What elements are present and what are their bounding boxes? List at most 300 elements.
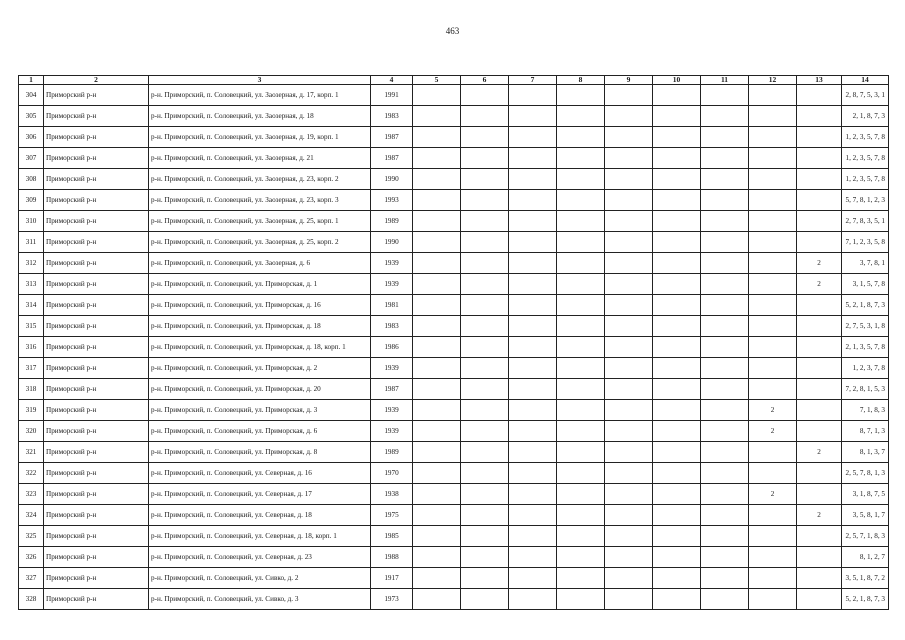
table-row: [19, 421, 889, 442]
year-cell: 1989: [371, 211, 413, 232]
col10-cell: [653, 463, 701, 484]
col6-cell: [461, 148, 509, 169]
col14-cell: 2, 7, 5, 3, 1, 8: [842, 316, 889, 337]
year-cell: 1939: [371, 358, 413, 379]
col11-cell: [701, 232, 749, 253]
col14-cell: 3, 5, 8, 1, 7: [842, 505, 889, 526]
address-cell: р-н. Приморский, п. Соловецкий, ул. Заозерная, д. 17, корп. 1: [149, 85, 371, 106]
col13-cell: [797, 190, 842, 211]
col11-cell: [701, 190, 749, 211]
year-cell: 1990: [371, 232, 413, 253]
col7-cell: [509, 295, 557, 316]
district-cell: Приморский р-н: [44, 295, 149, 316]
col14-cell: 2, 5, 7, 1, 8, 3: [842, 526, 889, 547]
col6-cell: [461, 211, 509, 232]
address-cell: р-н. Приморский, п. Соловецкий, ул. Приморская, д. 16: [149, 295, 371, 316]
col5-cell: [413, 589, 461, 610]
col14-cell: 2, 8, 7, 5, 3, 1: [842, 85, 889, 106]
col12-cell: [749, 442, 797, 463]
col8-cell: [557, 547, 605, 568]
col5-cell: [413, 274, 461, 295]
table-row: [19, 316, 889, 337]
col12-cell: [749, 106, 797, 127]
col5-cell: [413, 463, 461, 484]
col5-cell: [413, 400, 461, 421]
table-row: [19, 358, 889, 379]
col5-cell: [413, 190, 461, 211]
col6-cell: [461, 463, 509, 484]
year-cell: 1939: [371, 400, 413, 421]
table-row: [19, 568, 889, 589]
column-header-8: 8: [557, 76, 605, 85]
col11-cell: [701, 463, 749, 484]
col7-cell: [509, 190, 557, 211]
column-header-13: 13: [797, 76, 842, 85]
col7-cell: [509, 400, 557, 421]
district-cell: Приморский р-н: [44, 106, 149, 127]
table-row: [19, 505, 889, 526]
col7-cell: [509, 379, 557, 400]
column-header-10: 10: [653, 76, 701, 85]
year-cell: 1938: [371, 484, 413, 505]
table-row: [19, 400, 889, 421]
col9-cell: [605, 442, 653, 463]
col7-cell: [509, 253, 557, 274]
col12-cell: [749, 337, 797, 358]
col13-cell: [797, 484, 842, 505]
col10-cell: [653, 484, 701, 505]
year-cell: 1939: [371, 274, 413, 295]
col8-cell: [557, 106, 605, 127]
table-row: [19, 148, 889, 169]
col10-cell: [653, 358, 701, 379]
year-cell: 1939: [371, 253, 413, 274]
row-number-cell: 307: [19, 148, 44, 169]
col12-cell: [749, 148, 797, 169]
col6-cell: [461, 337, 509, 358]
col9-cell: [605, 568, 653, 589]
col13-cell: [797, 400, 842, 421]
col6-cell: [461, 547, 509, 568]
col14-cell: 5, 7, 8, 1, 2, 3: [842, 190, 889, 211]
col9-cell: [605, 526, 653, 547]
col10-cell: [653, 169, 701, 190]
col11-cell: [701, 505, 749, 526]
column-header-9: 9: [605, 76, 653, 85]
col10-cell: [653, 127, 701, 148]
col13-cell: 2: [797, 253, 842, 274]
col6-cell: [461, 505, 509, 526]
col11-cell: [701, 589, 749, 610]
col6-cell: [461, 358, 509, 379]
col9-cell: [605, 274, 653, 295]
col8-cell: [557, 316, 605, 337]
address-cell: р-н. Приморский, п. Соловецкий, ул. Северная, д. 23: [149, 547, 371, 568]
col10-cell: [653, 316, 701, 337]
col8-cell: [557, 484, 605, 505]
col10-cell: [653, 421, 701, 442]
col8-cell: [557, 127, 605, 148]
col6-cell: [461, 442, 509, 463]
col14-cell: 7, 1, 8, 3: [842, 400, 889, 421]
col11-cell: [701, 106, 749, 127]
col9-cell: [605, 127, 653, 148]
district-cell: Приморский р-н: [44, 232, 149, 253]
col12-cell: [749, 211, 797, 232]
col6-cell: [461, 169, 509, 190]
col11-cell: [701, 400, 749, 421]
column-header-12: 12: [749, 76, 797, 85]
col12-cell: 2: [749, 421, 797, 442]
district-cell: Приморский р-н: [44, 337, 149, 358]
col10-cell: [653, 253, 701, 274]
col5-cell: [413, 568, 461, 589]
col12-cell: 2: [749, 484, 797, 505]
buildings-table: [18, 75, 889, 610]
col9-cell: [605, 337, 653, 358]
col10-cell: [653, 505, 701, 526]
col8-cell: [557, 442, 605, 463]
col13-cell: [797, 421, 842, 442]
col13-cell: [797, 589, 842, 610]
address-cell: р-н. Приморский, п. Соловецкий, ул. Приморская, д. 20: [149, 379, 371, 400]
col7-cell: [509, 274, 557, 295]
col13-cell: [797, 463, 842, 484]
col5-cell: [413, 211, 461, 232]
col12-cell: [749, 589, 797, 610]
col6-cell: [461, 295, 509, 316]
col5-cell: [413, 421, 461, 442]
col7-cell: [509, 316, 557, 337]
col9-cell: [605, 358, 653, 379]
col6-cell: [461, 589, 509, 610]
table-row: [19, 442, 889, 463]
row-number-cell: 305: [19, 106, 44, 127]
col14-cell: 1, 2, 3, 5, 7, 8: [842, 169, 889, 190]
district-cell: Приморский р-н: [44, 463, 149, 484]
col11-cell: [701, 295, 749, 316]
row-number-cell: 326: [19, 547, 44, 568]
col7-cell: [509, 484, 557, 505]
district-cell: Приморский р-н: [44, 568, 149, 589]
col10-cell: [653, 379, 701, 400]
col13-cell: [797, 169, 842, 190]
row-number-cell: 327: [19, 568, 44, 589]
address-cell: р-н. Приморский, п. Соловецкий, ул. Заозерная, д. 18: [149, 106, 371, 127]
row-number-cell: 313: [19, 274, 44, 295]
district-cell: Приморский р-н: [44, 274, 149, 295]
col11-cell: [701, 316, 749, 337]
table-body: [19, 85, 889, 610]
col7-cell: [509, 127, 557, 148]
col5-cell: [413, 337, 461, 358]
col10-cell: [653, 148, 701, 169]
address-cell: р-н. Приморский, п. Соловецкий, ул. Заозерная, д. 23, корп. 2: [149, 169, 371, 190]
row-number-cell: 323: [19, 484, 44, 505]
col7-cell: [509, 358, 557, 379]
col11-cell: [701, 379, 749, 400]
col13-cell: [797, 337, 842, 358]
col13-cell: [797, 295, 842, 316]
col13-cell: [797, 547, 842, 568]
year-cell: 1939: [371, 421, 413, 442]
col8-cell: [557, 232, 605, 253]
col13-cell: 2: [797, 274, 842, 295]
col11-cell: [701, 148, 749, 169]
district-cell: Приморский р-н: [44, 526, 149, 547]
col13-cell: [797, 316, 842, 337]
col8-cell: [557, 421, 605, 442]
col10-cell: [653, 295, 701, 316]
table-row: [19, 190, 889, 211]
table-row: [19, 379, 889, 400]
row-number-cell: 322: [19, 463, 44, 484]
col14-cell: 3, 1, 8, 7, 5: [842, 484, 889, 505]
col8-cell: [557, 358, 605, 379]
col7-cell: [509, 568, 557, 589]
col13-cell: [797, 148, 842, 169]
address-cell: р-н. Приморский, п. Соловецкий, ул. Приморская, д. 18, корп. 1: [149, 337, 371, 358]
table-row: [19, 589, 889, 610]
district-cell: Приморский р-н: [44, 484, 149, 505]
address-cell: р-н. Приморский, п. Соловецкий, ул. Приморская, д. 18: [149, 316, 371, 337]
col10-cell: [653, 400, 701, 421]
col8-cell: [557, 253, 605, 274]
table-row: [19, 127, 889, 148]
address-cell: р-н. Приморский, п. Соловецкий, ул. Сивко, д. 2: [149, 568, 371, 589]
header-row: [19, 76, 889, 85]
address-cell: р-н. Приморский, п. Соловецкий, ул. Сивко, д. 3: [149, 589, 371, 610]
col9-cell: [605, 316, 653, 337]
col8-cell: [557, 463, 605, 484]
col7-cell: [509, 547, 557, 568]
col5-cell: [413, 379, 461, 400]
col12-cell: [749, 127, 797, 148]
district-cell: Приморский р-н: [44, 505, 149, 526]
col12-cell: [749, 463, 797, 484]
col5-cell: [413, 316, 461, 337]
col12-cell: [749, 526, 797, 547]
row-number-cell: 325: [19, 526, 44, 547]
col8-cell: [557, 295, 605, 316]
col8-cell: [557, 589, 605, 610]
district-cell: Приморский р-н: [44, 190, 149, 211]
col7-cell: [509, 85, 557, 106]
col11-cell: [701, 568, 749, 589]
col9-cell: [605, 295, 653, 316]
row-number-cell: 308: [19, 169, 44, 190]
col5-cell: [413, 295, 461, 316]
district-cell: Приморский р-н: [44, 316, 149, 337]
col14-cell: 3, 5, 1, 8, 7, 2: [842, 568, 889, 589]
year-cell: 1983: [371, 106, 413, 127]
col12-cell: [749, 295, 797, 316]
col10-cell: [653, 85, 701, 106]
column-header-2: 2: [44, 76, 149, 85]
col6-cell: [461, 106, 509, 127]
col9-cell: [605, 211, 653, 232]
col14-cell: 8, 7, 1, 3: [842, 421, 889, 442]
col5-cell: [413, 253, 461, 274]
col14-cell: 3, 7, 8, 1: [842, 253, 889, 274]
district-cell: Приморский р-н: [44, 148, 149, 169]
year-cell: 1975: [371, 505, 413, 526]
col14-cell: 1, 2, 3, 5, 7, 8: [842, 148, 889, 169]
col11-cell: [701, 274, 749, 295]
district-cell: Приморский р-н: [44, 358, 149, 379]
row-number-cell: 328: [19, 589, 44, 610]
col8-cell: [557, 211, 605, 232]
table-row: [19, 337, 889, 358]
address-cell: р-н. Приморский, п. Соловецкий, ул. Северная, д. 18, корп. 1: [149, 526, 371, 547]
col10-cell: [653, 526, 701, 547]
col10-cell: [653, 211, 701, 232]
col13-cell: [797, 211, 842, 232]
column-header-5: 5: [413, 76, 461, 85]
year-cell: 1990: [371, 169, 413, 190]
col12-cell: [749, 253, 797, 274]
table-row: [19, 169, 889, 190]
district-cell: Приморский р-н: [44, 211, 149, 232]
col9-cell: [605, 106, 653, 127]
address-cell: р-н. Приморский, п. Соловецкий, ул. Заозерная, д. 21: [149, 148, 371, 169]
row-number-cell: 324: [19, 505, 44, 526]
col9-cell: [605, 169, 653, 190]
col7-cell: [509, 337, 557, 358]
col6-cell: [461, 253, 509, 274]
address-cell: р-н. Приморский, п. Соловецкий, ул. Заозерная, д. 6: [149, 253, 371, 274]
year-cell: 1986: [371, 337, 413, 358]
col10-cell: [653, 274, 701, 295]
col5-cell: [413, 547, 461, 568]
col8-cell: [557, 274, 605, 295]
col14-cell: 7, 2, 8, 1, 5, 3: [842, 379, 889, 400]
col12-cell: [749, 547, 797, 568]
col13-cell: [797, 232, 842, 253]
col7-cell: [509, 169, 557, 190]
table-row: [19, 463, 889, 484]
address-cell: р-н. Приморский, п. Соловецкий, ул. Северная, д. 18: [149, 505, 371, 526]
col9-cell: [605, 400, 653, 421]
table-row: [19, 211, 889, 232]
address-cell: р-н. Приморский, п. Соловецкий, ул. Приморская, д. 6: [149, 421, 371, 442]
col6-cell: [461, 568, 509, 589]
col14-cell: 1, 2, 3, 7, 8: [842, 358, 889, 379]
col6-cell: [461, 316, 509, 337]
col7-cell: [509, 106, 557, 127]
col10-cell: [653, 232, 701, 253]
table-row: [19, 85, 889, 106]
col5-cell: [413, 484, 461, 505]
col7-cell: [509, 232, 557, 253]
table-row: [19, 295, 889, 316]
col14-cell: 5, 2, 1, 8, 7, 3: [842, 295, 889, 316]
table-row: [19, 253, 889, 274]
year-cell: 1983: [371, 316, 413, 337]
district-cell: Приморский р-н: [44, 127, 149, 148]
col6-cell: [461, 274, 509, 295]
col10-cell: [653, 190, 701, 211]
col14-cell: 2, 5, 7, 8, 1, 3: [842, 463, 889, 484]
year-cell: 1993: [371, 190, 413, 211]
page-number: 463: [445, 26, 460, 36]
row-number-cell: 311: [19, 232, 44, 253]
year-cell: 1917: [371, 568, 413, 589]
district-cell: Приморский р-н: [44, 169, 149, 190]
col13-cell: [797, 568, 842, 589]
column-header-4: 4: [371, 76, 413, 85]
col8-cell: [557, 190, 605, 211]
col9-cell: [605, 379, 653, 400]
district-cell: Приморский р-н: [44, 253, 149, 274]
col7-cell: [509, 589, 557, 610]
col9-cell: [605, 148, 653, 169]
col5-cell: [413, 169, 461, 190]
col9-cell: [605, 85, 653, 106]
col5-cell: [413, 442, 461, 463]
col11-cell: [701, 547, 749, 568]
col11-cell: [701, 211, 749, 232]
row-number-cell: 321: [19, 442, 44, 463]
col9-cell: [605, 484, 653, 505]
col10-cell: [653, 589, 701, 610]
year-cell: 1985: [371, 526, 413, 547]
col12-cell: [749, 232, 797, 253]
col6-cell: [461, 421, 509, 442]
year-cell: 1987: [371, 379, 413, 400]
district-cell: Приморский р-н: [44, 400, 149, 421]
col6-cell: [461, 127, 509, 148]
col10-cell: [653, 442, 701, 463]
col12-cell: [749, 505, 797, 526]
col10-cell: [653, 106, 701, 127]
district-cell: Приморский р-н: [44, 421, 149, 442]
col8-cell: [557, 400, 605, 421]
col5-cell: [413, 358, 461, 379]
column-header-14: 14: [842, 76, 889, 85]
col6-cell: [461, 400, 509, 421]
row-number-cell: 316: [19, 337, 44, 358]
col14-cell: 7, 1, 2, 3, 5, 8: [842, 232, 889, 253]
address-cell: р-н. Приморский, п. Соловецкий, ул. Приморская, д. 8: [149, 442, 371, 463]
address-cell: р-н. Приморский, п. Соловецкий, ул. Заозерная, д. 19, корп. 1: [149, 127, 371, 148]
col10-cell: [653, 568, 701, 589]
col5-cell: [413, 232, 461, 253]
col14-cell: 8, 1, 2, 7: [842, 547, 889, 568]
col6-cell: [461, 232, 509, 253]
district-cell: Приморский р-н: [44, 85, 149, 106]
row-number-cell: 314: [19, 295, 44, 316]
address-cell: р-н. Приморский, п. Соловецкий, ул. Приморская, д. 3: [149, 400, 371, 421]
address-cell: р-н. Приморский, п. Соловецкий, ул. Заозерная, д. 25, корп. 2: [149, 232, 371, 253]
col8-cell: [557, 379, 605, 400]
col14-cell: 1, 2, 3, 5, 7, 8: [842, 127, 889, 148]
col13-cell: 2: [797, 442, 842, 463]
year-cell: 1981: [371, 295, 413, 316]
table-row: [19, 484, 889, 505]
year-cell: 1991: [371, 85, 413, 106]
year-cell: 1970: [371, 463, 413, 484]
col13-cell: [797, 358, 842, 379]
col11-cell: [701, 526, 749, 547]
col11-cell: [701, 421, 749, 442]
col7-cell: [509, 421, 557, 442]
row-number-cell: 317: [19, 358, 44, 379]
col11-cell: [701, 358, 749, 379]
col13-cell: [797, 106, 842, 127]
col13-cell: 2: [797, 505, 842, 526]
col5-cell: [413, 127, 461, 148]
